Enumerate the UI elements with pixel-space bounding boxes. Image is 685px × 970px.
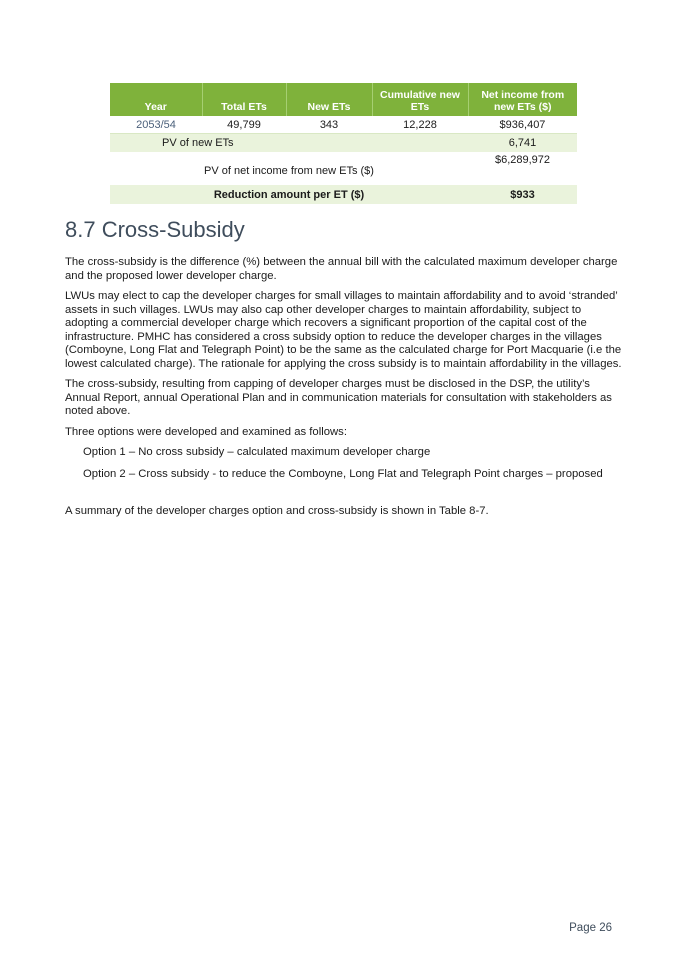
page-number: Page 26	[569, 922, 612, 934]
paragraph: Three options were developed and examined as follows:	[65, 425, 347, 438]
et-table-container	[110, 83, 577, 204]
pv-new-ets-value: 6,741	[468, 134, 577, 153]
paragraph: LWUs may elect to cap the developer charges for small villages to maintain affordability and to avoid ‘stranded’ assets in such villages. LWUs may also cap other developer charges to maintain affordability, subject to adopting a commercial developer charge which recovers a significant proportion of the capital cost of the infrastructure. PMHC has considered a cross subsidy option to reduce the developer charges in the villages (Comboyne, Long Flat and Telegraph Point) to be the same as the calculated charge for Port Macquarie (i.e the lowest calculated charge). The rationale for applying the cross subsidy is to maintain affordability in the villages.	[65, 290, 622, 370]
header-new-ets: New ETs	[286, 83, 372, 116]
et-table	[110, 83, 577, 204]
table-row	[110, 116, 577, 134]
cell-cumulative-new-ets: 12,228	[372, 116, 468, 134]
paragraph: The cross-subsidy, resulting from capping of developer charges must be disclosed in the DSP, the utility’s Annual Report, annual Operational Plan and in communication materials for consultation with stakeholders as noted above.	[65, 378, 612, 417]
cell-new-ets: 343	[286, 116, 372, 134]
pv-income-value: $6,289,972	[468, 152, 577, 185]
reduction-row	[110, 185, 577, 204]
section-heading: 8.7 Cross-Subsidy	[65, 217, 245, 242]
pv-new-ets-blank	[286, 134, 468, 153]
option-item: Option 2 – Cross subsidy - to reduce the Comboyne, Long Flat and Telegraph Point charges – proposed	[83, 467, 603, 480]
pv-new-ets-label: PV of new ETs	[110, 134, 286, 153]
cell-net-income: $936,407	[468, 116, 577, 134]
pv-income-row	[110, 152, 577, 185]
cell-total-ets: 49,799	[202, 116, 286, 134]
paragraph: The cross-subsidy is the difference (%) between the annual bill with the calculated maximum developer charge and the proposed lower developer charge.	[65, 256, 618, 282]
cell-year: 2053/54	[110, 116, 202, 134]
pv-income-label: PV of net income from new ETs ($)	[110, 152, 468, 185]
reduction-label: Reduction amount per ET ($)	[110, 185, 468, 204]
header-year: Year	[110, 83, 202, 116]
header-net-income: Net income from new ETs ($)	[468, 83, 577, 116]
option-item: Option 1 – No cross subsidy – calculated maximum developer charge	[83, 446, 431, 458]
section-body	[65, 256, 625, 526]
pv-new-ets-row	[110, 134, 577, 153]
header-total-ets: Total ETs	[202, 83, 286, 116]
header-cumulative-new-ets: Cumulative new ETs	[372, 83, 468, 116]
reduction-value: $933	[468, 185, 577, 204]
summary-paragraph: A summary of the developer charges option and cross-subsidy is shown in Table 8-7.	[65, 505, 489, 517]
table-header-row	[110, 83, 577, 116]
